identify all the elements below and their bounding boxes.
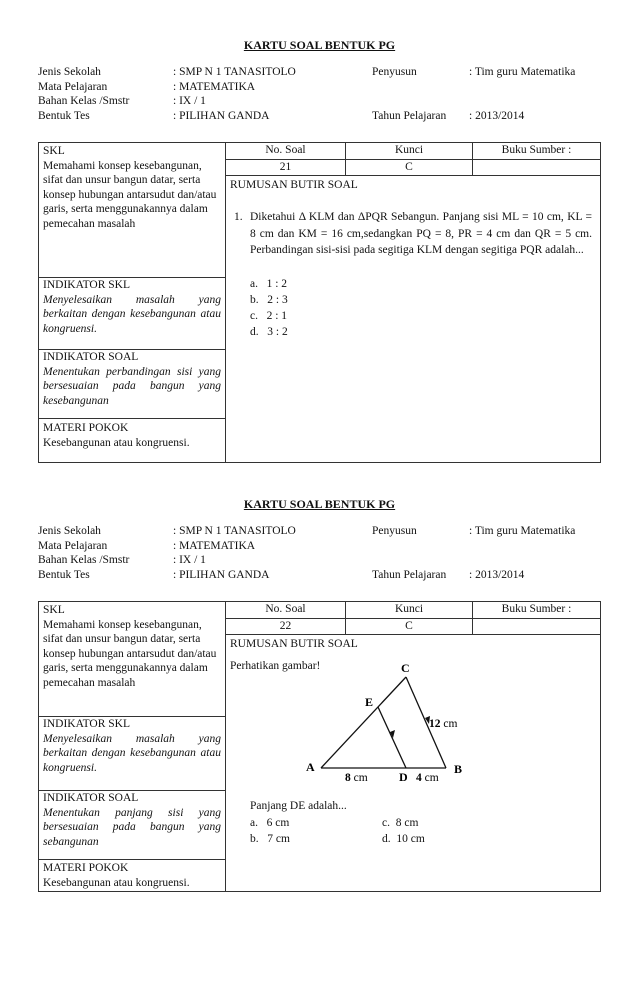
materi-heading: MATERI POKOK [43, 422, 129, 434]
materi-section [39, 418, 225, 462]
vertex-b-label: B [454, 762, 463, 776]
indikator-skl-section [39, 277, 225, 348]
option-text: 2 : 3 [267, 294, 288, 306]
meta-mapel-label: Mata Pelajaran [38, 539, 108, 552]
kunci-value: C [346, 159, 473, 175]
rumusan-label: RUMUSAN BUTIR SOAL [226, 175, 600, 195]
option-c [250, 308, 287, 324]
left-column [39, 602, 226, 891]
card-title: KARTU SOAL BENTUK PG [243, 497, 396, 511]
vertex-a-label: A [306, 760, 315, 774]
option-c [382, 815, 418, 831]
option-text: 1 : 2 [266, 278, 288, 290]
segment-de [378, 707, 406, 768]
no-soal-label: No. Soal [226, 143, 346, 159]
skl-text: Memahami konsep kesebangunan, sifat dan unsur bangun datar, serta konsep hubungan antarsudut dan/atau garis, serta menggunakannya dalam pemecahan masalah [43, 159, 217, 230]
indikator-soal-heading: INDIKATOR SOAL [43, 792, 139, 804]
card-meta [38, 66, 601, 124]
meta-penyusun-label: Penyusun [372, 66, 417, 78]
soal-header [226, 143, 600, 175]
soal-table [38, 142, 601, 463]
buku-sumber-label: Buku Sumber : [501, 144, 572, 156]
length-db-number: 4 [416, 772, 422, 784]
left-column [39, 143, 226, 462]
indikator-skl-heading: INDIKATOR SKL [43, 279, 130, 291]
option-text: 3 : 2 [267, 326, 288, 338]
card-title: KARTU SOAL BENTUK PG [243, 38, 396, 52]
length-db-unit: cm [421, 772, 439, 784]
meta-jenis-label: Jenis Sekolah [38, 525, 101, 537]
option-text: 6 cm [266, 817, 290, 829]
buku-sumber-value [473, 159, 600, 175]
meta-jenis-value: : SMP N 1 TANASITOLO [173, 66, 296, 78]
indikator-soal-text: Menentukan panjang sisi yang bersesuaian pada bangun yang sebangunan [43, 806, 221, 848]
length-ad-unit: cm [350, 772, 368, 784]
length-ad-label [345, 772, 368, 784]
vertex-e-label: E [365, 695, 374, 709]
indikator-soal-heading: INDIKATOR SOAL [43, 351, 139, 363]
length-bc-number: 12 [429, 718, 441, 730]
option-letter: a. [250, 817, 258, 829]
indikator-skl-text: Menyelesaikan masalah yang berkaitan dengan kesebangunan atau kongruensi. [43, 732, 221, 774]
vertex-c-label: C [401, 661, 410, 675]
option-b [250, 831, 290, 847]
skl-heading: SKL [43, 604, 65, 616]
meta-mapel-value: : MATEMATIKA [173, 80, 256, 93]
option-letter: c. [382, 817, 390, 829]
skl-heading: SKL [43, 145, 65, 157]
option-letter: b. [250, 294, 259, 306]
meta-kelas-value: : IX / 1 [173, 95, 206, 107]
side-ac [321, 677, 406, 768]
option-text: 10 cm [396, 833, 425, 845]
question-text: Diketahui Δ KLM dan ΔPQR Sebangun. Panjang sisi ML = 10 cm, KL = 8 cm dan KM = 16 cm,sedangkan PQ = 8, PR = 4 cm dan QR = 5 cm. Perbandingan sisi-sisi pada segitiga KLM dengan segitiga PQR adalah... [250, 211, 592, 256]
prompt-text: Perhatikan gambar! [230, 660, 321, 672]
buku-sumber-value [473, 618, 600, 634]
option-d [250, 324, 288, 340]
option-letter: d. [250, 326, 259, 338]
meta-mapel-label: Mata Pelajaran [38, 80, 108, 93]
meta-penyusun-label: Penyusun [372, 525, 417, 537]
skl-section [39, 144, 225, 276]
option-letter: b. [250, 833, 259, 845]
indikator-soal-text: Menentukan perbandingan sisi yang bersesuaian pada bangun yang kesebangunan [43, 365, 221, 407]
materi-text: Kesebangunan atau kongruensi. [43, 436, 190, 449]
length-bc-unit: cm [440, 718, 458, 730]
meta-bentuk-value: : PILIHAN GANDA [173, 568, 270, 581]
meta-tahun-value: : 2013/2014 [469, 568, 525, 581]
meta-mapel-value: : MATEMATIKA [173, 539, 256, 552]
no-soal-label: No. Soal [226, 602, 346, 618]
option-letter: d. [382, 833, 391, 845]
meta-kelas-value: : IX / 1 [173, 554, 206, 566]
option-text: 2 : 1 [266, 310, 288, 322]
option-text: 8 cm [395, 817, 419, 829]
meta-tahun-label: Tahun Pelajaran [372, 109, 447, 122]
vertex-d-label: D [399, 770, 408, 784]
no-soal-value: 22 [226, 618, 346, 634]
option-d [382, 831, 425, 847]
soal-card-1 [38, 38, 601, 449]
length-bc-label [429, 718, 457, 730]
soal-header [226, 602, 600, 634]
skl-text: Memahami konsep kesebangunan, sifat dan unsur bangun datar, serta konsep hubungan antarsudut dan/atau garis, serta menggunakannya dalam pemecahan masalah [43, 618, 217, 689]
meta-bentuk-value: : PILIHAN GANDA [173, 109, 270, 122]
materi-section [39, 859, 225, 892]
kunci-label: Kunci [346, 602, 473, 618]
soal-table [38, 601, 601, 892]
indikator-skl-text: Menyelesaikan masalah yang berkaitan dengan kesebangunan atau kongruensi. [43, 293, 221, 335]
option-text: 7 cm [267, 833, 290, 845]
triangle-figure [301, 660, 511, 785]
meta-jenis-label: Jenis Sekolah [38, 66, 101, 78]
meta-bentuk-label: Bentuk Tes [38, 109, 90, 122]
meta-bentuk-label: Bentuk Tes [38, 568, 90, 581]
option-b [250, 292, 288, 308]
indikator-skl-heading: INDIKATOR SKL [43, 718, 130, 730]
kunci-value: C [346, 618, 473, 634]
buku-sumber-label: Buku Sumber : [501, 603, 572, 615]
materi-text: Kesebangunan atau kongruensi. [43, 876, 190, 889]
indikator-skl-section [39, 716, 225, 789]
meta-penyusun-value: : Tim guru Matematika [469, 525, 576, 537]
option-letter: a. [250, 278, 258, 290]
indikator-soal-section [39, 790, 225, 858]
question-number: 1. [234, 211, 243, 223]
indikator-soal-section [39, 349, 225, 417]
card-meta [38, 525, 601, 583]
kunci-label: Kunci [346, 143, 473, 159]
length-db-label [416, 772, 439, 784]
length-ad-number: 8 [345, 772, 351, 784]
rumusan-label: RUMUSAN BUTIR SOAL [226, 634, 600, 654]
no-soal-value: 21 [226, 159, 346, 175]
skl-section [39, 603, 225, 715]
option-a [250, 276, 287, 292]
meta-tahun-value: : 2013/2014 [469, 109, 525, 122]
meta-jenis-value: : SMP N 1 TANASITOLO [173, 525, 296, 537]
materi-heading: MATERI POKOK [43, 862, 129, 874]
soal-card-2 [38, 497, 601, 889]
meta-tahun-label: Tahun Pelajaran [372, 568, 447, 581]
meta-penyusun-value: : Tim guru Matematika [469, 66, 576, 78]
meta-kelas-label: Bahan Kelas /Smstr [38, 554, 130, 566]
option-a [250, 815, 289, 831]
meta-kelas-label: Bahan Kelas /Smstr [38, 95, 130, 107]
option-letter: c. [250, 310, 258, 322]
question-text: Panjang DE adalah... [250, 800, 347, 812]
